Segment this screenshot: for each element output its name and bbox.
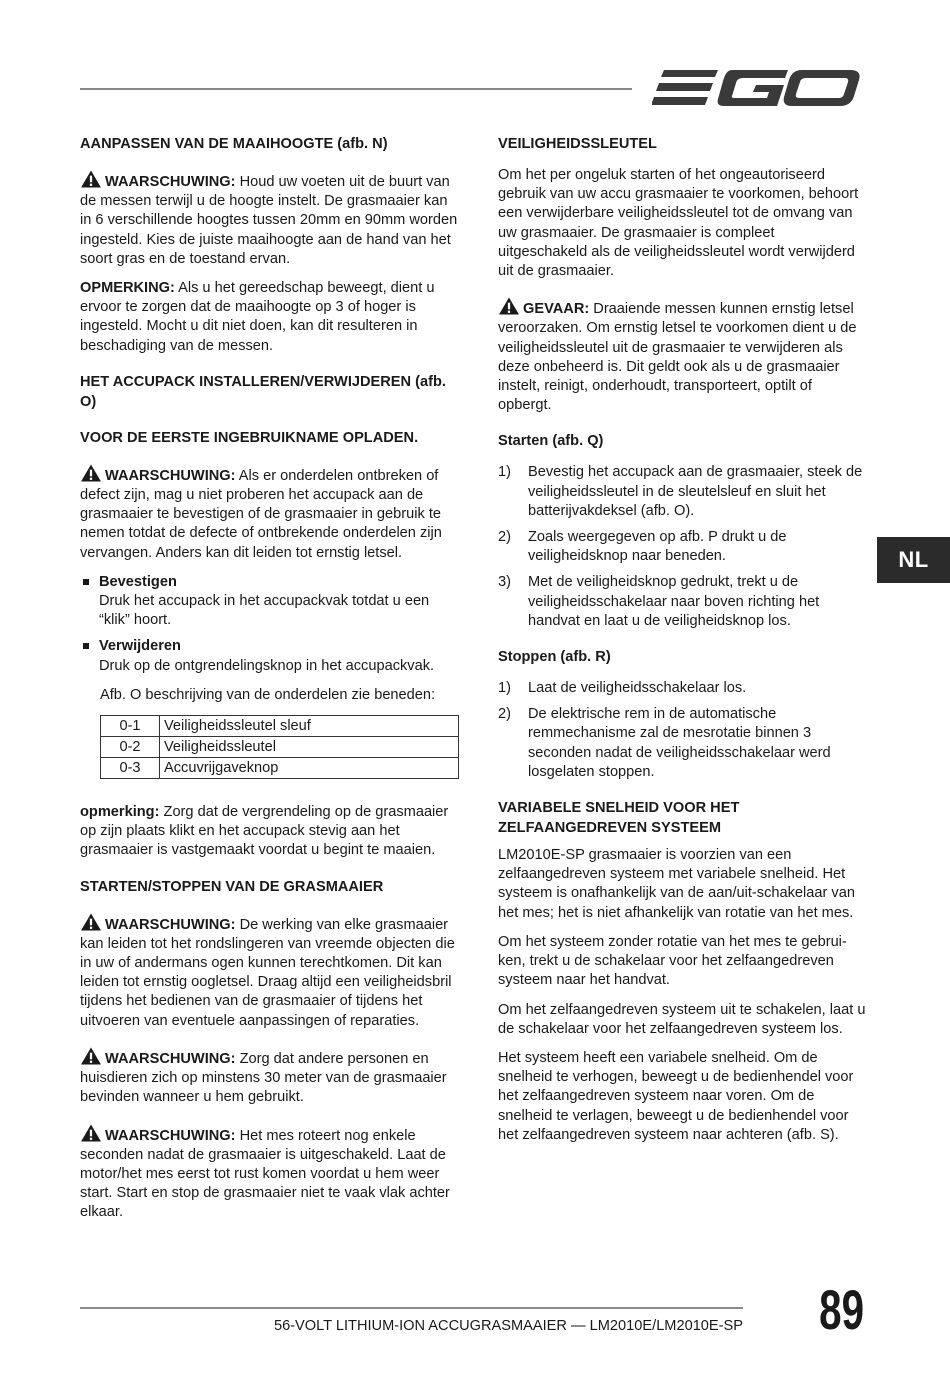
variable-speed-paragraph: Om het systeem zonder rotatie van het mes te gebrui-ken, trekt u de schakelaar voor het zelfaangedreven systeem naar het handvat.: [498, 933, 847, 989]
step-text: Met de veiligheidsknop gedrukt, trekt u de veiligheidsschakelaar naar boven richting het handvat en laat u de veiligheidsknop los.: [528, 574, 820, 629]
section-title-mowing-height: AANPASSEN VAN DE MAAIHOOGTE (afb. N): [80, 136, 388, 152]
warning-triangle-icon: [80, 464, 102, 482]
warning-triangle-icon: [80, 913, 102, 931]
variable-speed-paragraph: LM2010E-SP grasmaaier is voorzien van een zelfaangedreven systeem met variabele snelheid. Het systeem is onafhankelijk van de aan/uit-schakelaar van het mes; het is niet afhankelijk van rotatie van het mes.: [498, 847, 855, 921]
warning-paragraph: [80, 1047, 460, 1108]
step-text: Laat de veiligheidsschakelaar los.: [528, 680, 747, 697]
warning-paragraph: [80, 913, 460, 1031]
step-number: 1): [498, 680, 511, 697]
warning-label: WAARSCHUWING:: [105, 1050, 236, 1067]
warning-text: Houd uw voeten uit de buurt van de messen terwijl u de hoogte instelt. De grasmaaier kan in 6 verschillende hoogtes tussen 20mm en 90mm worden ingesteld. Kies de juiste maaihoogte aan de hand van het soort gras en de toestand ervan.: [80, 174, 458, 267]
danger-text: Draaiende messen kunnen ernstig letsel veroorzaken. Om ernstig letsel te voorkomen dient u de veiligheidssleutel uit de grasmaaier te verwijderen als deze onbeheerd is. Dit geldt ook als u de grasmaaier instelt, reinigt, onderhoudt, transporteert, optilt of opbergt.: [498, 301, 857, 414]
section-title-battery: HET ACCUPACK INSTALLEREN/VERWIJDEREN (afb. O): [80, 373, 446, 410]
note-label: opmerking:: [80, 804, 160, 821]
warning-triangle-icon: [498, 297, 520, 315]
step-text: De elektrische rem in de automatische remmechanisme zal de mesrotatie binnen 3 seconden nadat de veiligheidsschakelaar werd losgelaten stoppen.: [528, 706, 831, 780]
left-column: [80, 134, 460, 1233]
part-code: 0-2: [101, 737, 160, 758]
list-item: [498, 705, 866, 782]
table-row: [101, 758, 459, 779]
part-code: 0-3: [101, 758, 160, 779]
part-code: 0-1: [101, 716, 160, 737]
warning-triangle-icon: [80, 1047, 102, 1065]
note-label: OPMERKING:: [80, 280, 175, 297]
footer-rule: [80, 1307, 743, 1309]
start-steps: [498, 463, 866, 631]
step-number: 1): [498, 464, 511, 481]
right-column: [498, 134, 866, 1155]
language-tab: NL: [877, 537, 950, 583]
step-number: 2): [498, 529, 511, 546]
warning-paragraph: [80, 464, 460, 563]
part-label: Veiligheidssleutel: [160, 737, 459, 758]
danger-paragraph: [498, 297, 866, 415]
warning-label: WAARSCHUWING:: [105, 916, 236, 933]
section-title-start: Starten (afb. Q): [498, 433, 604, 450]
section-title-safety-key: VEILIGHEIDSSLEUTEL: [498, 136, 657, 152]
list-item: [498, 679, 866, 698]
list-item: [80, 573, 460, 631]
warning-label: WAARSCHUWING:: [105, 467, 236, 484]
part-label: Accuvrijgaveknop: [160, 758, 459, 779]
stop-steps: [498, 679, 866, 782]
bullet-title: Verwijderen: [99, 638, 181, 655]
warning-label: WAARSCHUWING:: [105, 174, 236, 190]
bullet-title: Bevestigen: [99, 573, 177, 590]
install-remove-list: [80, 573, 460, 676]
warning-paragraph: [80, 170, 460, 269]
table-row: [101, 716, 459, 737]
warning-triangle-icon: [80, 170, 102, 188]
step-text: Zoals weergegeven op afb. P drukt u de veiligheidsknop naar beneden.: [528, 529, 787, 565]
warning-label: WAARSCHUWING:: [105, 1127, 236, 1144]
list-item: [80, 637, 460, 675]
header-rule: [80, 88, 632, 90]
section-title-stop: Stoppen (afb. R): [498, 649, 611, 666]
warning-text: Het mes roteert nog enkele seconden nadat de grasmaaier is uitgeschakeld. Laat de motor/het mes eerst tot rust komen voordat u hem weer start. Start en stop de grasmaaier niet te vaak vlak achter elkaar.: [80, 1127, 450, 1221]
warning-text: Als er onderdelen ontbreken of defect zijn, mag u niet proberen het accupack aan de grasmaaier te bevestigen of de grasmaaier in gebruik te nemen totdat de defecte of ontbrekende onderdelen zijn vervangen. Anders kan dit leiden tot ernstig letsel.: [80, 467, 442, 561]
page-number: 89: [819, 1278, 864, 1341]
note-paragraph: [80, 803, 460, 861]
table-row: [101, 737, 459, 758]
note-paragraph: [80, 279, 460, 356]
danger-label: GEVAAR:: [523, 301, 590, 318]
warning-triangle-icon: [80, 1124, 102, 1142]
section-subtitle-charge: VOOR DE EERSTE INGEBRUIKNAME OPLADEN.: [80, 429, 419, 446]
ego-logo: [652, 64, 862, 112]
bullet-text: Druk op de ontgrendelingsknop in het accupackvak.: [99, 657, 435, 674]
warning-text: De werking van elke grasmaaier kan leiden tot het rondslingeren van vreemde objecten die in uw of andermans ogen kunnen terechtkomen. Dit kan leiden tot ernstig oogletsel. Draag altijd een veiligheidsbril tijdens het bedienen van de grasmaaier of tijdens het uitvoeren van eventuele aanpassingen of reparaties.: [80, 916, 455, 1029]
section-title-start-stop: STARTEN/STOPPEN VAN DE GRASMAAIER: [80, 878, 384, 895]
part-label: Veiligheidssleutel sleuf: [160, 716, 459, 737]
step-number: 3): [498, 574, 511, 591]
list-item: [498, 573, 866, 631]
list-item: [498, 528, 866, 566]
section-title-variable-speed: VARIABELE SNELHEID VOOR HET ZELFAANGEDREVEN SYSTEEM: [498, 800, 740, 837]
warning-paragraph: [80, 1124, 460, 1223]
bullet-square-icon: [83, 579, 89, 585]
parts-table: [100, 715, 459, 779]
step-number: 2): [498, 706, 511, 723]
warning-text: Zorg dat andere personen en huisdieren zich op minstens 30 meter van de grasmaaier bevinden wanneer u hem gebruikt.: [80, 1050, 447, 1106]
footer-title: 56-VOLT LITHIUM-ION ACCUGRASMAAIER — LM2010E/LM2010E-SP: [273, 1318, 743, 1334]
step-text: Bevestig het accupack aan de grasmaaier, steek de veiligheidssleutel in de sleutelsleuf en sluit het batterijvakdeksel (afb. O).: [528, 464, 863, 519]
note-text: Als u het gereedschap beweegt, dient u ervoor te zorgen dat de maaihoogte op 3 of hoger is ingesteld. Mocht u dit niet doen, kan dit resulteren in beschadiging van de messen.: [80, 280, 435, 354]
table-caption: Afb. O beschrijving van de onderdelen zie beneden:: [100, 686, 436, 703]
safety-key-paragraph: Om het per ongeluk starten of het ongeautoriseerd gebruik van uw accu grasmaaier te voorkomen, behoort een verwijderbare veiligheidssleutel tot de omvang van uw grasmaaier. De grasmaaier is compleet uitgeschakeld als de veiligheidssleutel wordt verwijderd uit de grasmaaier.: [498, 167, 859, 280]
variable-speed-paragraph: Om het zelfaangedreven systeem uit te schakelen, laat u de schakelaar voor het zelfaangedreven systeem los.: [498, 1001, 866, 1037]
bullet-square-icon: [83, 643, 89, 649]
list-item: [498, 463, 866, 521]
bullet-text: Druk het accupack in het accupackvak totdat u een “klik” hoort.: [99, 593, 430, 629]
note-text: Zorg dat de vergrendeling op de grasmaaier op zijn plaats klikt en het accupack stevig aan het grasmaaier is vastgemaakt voordat u begint te maaien.: [80, 804, 449, 859]
variable-speed-paragraph: Het systeem heeft een variabele snelheid. Om de snelheid te verhogen, beweegt u de bedienhendel voor het zelfaangedreven systeem naar voren. Om de snelheid te verlagen, beweegt u de bedienhendel voor het zelfaangedreven systeem naar achteren (afb. S).: [498, 1049, 854, 1143]
